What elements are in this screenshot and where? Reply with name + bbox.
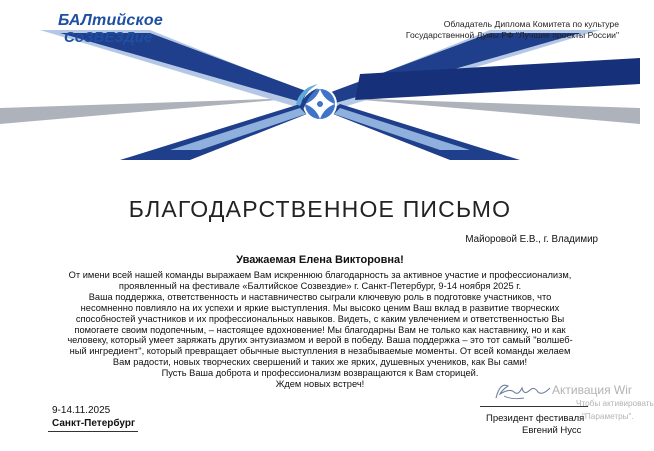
document-title: БЛАГОДАРСТВЕННОЕ ПИСЬМО — [128, 196, 512, 222]
body-line: От имени всей нашей команды выражаем Вам искреннюю благодарность за активное участие и профессионализм, — [68, 270, 572, 280]
award-line-2: Государственной Думы РФ "Лучшие проекты России" — [405, 30, 619, 40]
president-name: Евгений Нусс — [522, 425, 582, 436]
festival-logo — [58, 12, 163, 46]
body-line: Вам радости, новых творческих свершений и таких же ярких, душевных учеников, как Вы сами! — [112, 357, 528, 368]
award-line-1: Обладатель Диплома Комитета по культуре — [443, 19, 619, 29]
signature-line — [480, 406, 588, 407]
event-dates: 9-14.11.2025 — [52, 405, 111, 416]
president-role: Президент фестиваля — [486, 413, 585, 424]
signature-icon — [490, 376, 560, 406]
body-line: Ждем новых встреч! — [275, 379, 365, 390]
navy-band-right — [355, 58, 640, 100]
body-line: Ваша поддержка, ответственность и наставничество сыграли ключевую роль в подготовке участников, что — [88, 291, 552, 302]
addressee: Майоровой Е.В., г. Владимир — [465, 234, 598, 245]
body-line: ный ингредиент", который превращает обычные выступления в незабываемые моменты. От всей команды желаем — [69, 346, 571, 357]
activation-watermark-line: "Параметры". — [582, 412, 634, 421]
body-line: проявленный на фестивале «Балтийское Созвездие» г. Санкт-Петербург, 9-14 ноября 2025 г. — [118, 280, 522, 291]
activation-watermark-line: Чтобы активировать — [576, 399, 654, 408]
award-note — [399, 19, 619, 41]
light-band-lower-right — [334, 108, 470, 150]
greeting: Уважаемая Елена Викторовна! — [236, 254, 404, 266]
activation-watermark-title: Активация Wir — [552, 383, 632, 397]
navy-band-lower-left — [120, 104, 312, 160]
letter-body — [40, 270, 600, 390]
logo-line-2: СоЗВЕЗДие — [64, 29, 153, 46]
body-line: человеку, который умеет заряжать других энтузиазмом и верой в победу. Ваша поддержка – это тот самый "волшеб- — [67, 335, 573, 346]
city-underline — [48, 431, 138, 432]
light-band-lower-left — [170, 108, 306, 150]
event-city: Санкт-Петербург — [52, 418, 136, 429]
body-line: Пусть Ваша доброта и профессионализм возвращаются к Вам сторицей. — [161, 368, 479, 379]
body-line: способностей участников и их профессиональных навыков. Видеть, с каким увлечением и ответственностью Вы — [75, 313, 565, 324]
body-line: несомненно повлияло на их успехи и яркие выступления. Мы высоко ценим Ваш вклад в развитие творческих — [80, 302, 560, 313]
navy-band-lower-right — [328, 104, 520, 160]
logo-line-1: БАЛтийское — [58, 12, 163, 29]
body-line: помогаете своим подопечным, – настоящее вдохновение! Мы благодарны Вам не только как наставнику, но и как — [74, 324, 566, 335]
